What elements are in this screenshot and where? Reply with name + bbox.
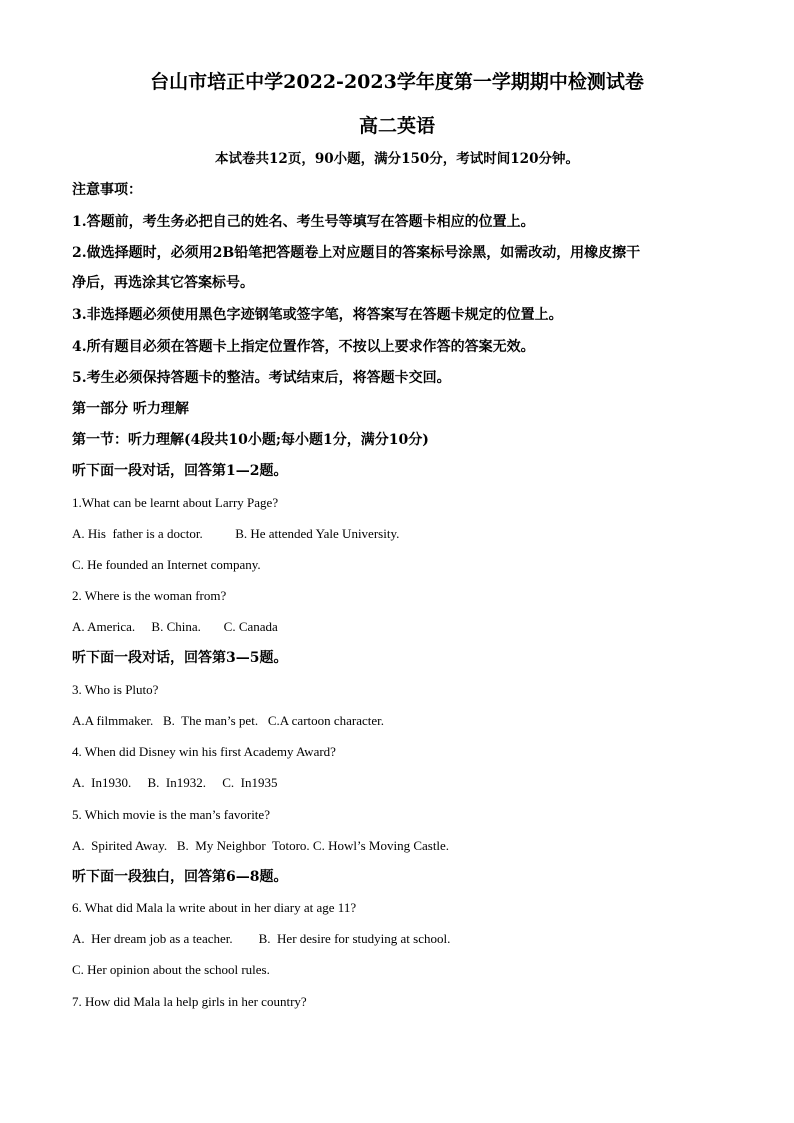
question-stem: 7. How did Mala la help girls in her country? <box>72 994 307 1009</box>
part-heading: 第一部分 听力理解 <box>72 401 189 417</box>
question-options: A.A filmmaker. B. The man’s pet. C.A cartoon character. <box>72 713 385 728</box>
exam-subject: 高二英语 <box>358 115 435 137</box>
question-options: C. He founded an Internet company. <box>72 557 261 572</box>
question-options: A. Spirited Away. B. My Neighbor Totoro. C. Howl’s Moving Castle. <box>72 838 450 853</box>
exam-title: 台山市培正中学2022-2023学年度第一学期期中检测试卷 <box>150 71 644 93</box>
question-stem: 3. Who is Pluto? <box>72 682 159 697</box>
question-options: A. Her dream job as a teacher. B. Her desire for studying at school. <box>72 931 451 946</box>
question-stem: 1.What can be learnt about Larry Page? <box>72 495 279 510</box>
note-item-4: 4.所有题目必须在答题卡上指定位置作答，不按以上要求作答的答案无效。 <box>72 339 535 355</box>
note-item-2-continued: 净后，再选涂其它答案标号。 <box>72 275 254 291</box>
question-options: A. America. B. China. C. Canada <box>72 619 278 634</box>
note-item-2: 2.做选择题时，必须用2B铅笔把答题卷上对应题目的答案标号涂黑，如需改动，用橡皮擦干 <box>72 245 641 261</box>
group-instruction: 听下面一段对话，回答第3—5题。 <box>72 650 288 666</box>
question-stem: 4. When did Disney win his first Academy Award? <box>72 744 336 759</box>
notes-heading: 注意事项： <box>72 182 142 198</box>
question-stem: 5. Which movie is the man’s favorite? <box>72 807 270 822</box>
group-instruction: 听下面一段对话，回答第1—2题。 <box>72 463 288 479</box>
exam-info: 本试卷共12页，90小题，满分150分，考试时间120分钟。 <box>215 151 579 167</box>
question-options: A. In1930. B. In1932. C. In1935 <box>72 775 278 790</box>
note-item-1: 1.答题前，考生务必把自己的姓名、考生号等填写在答题卡相应的位置上。 <box>72 214 535 230</box>
question-options: A. His father is a doctor. B. He attended Yale University. <box>72 526 400 541</box>
note-item-3: 3.非选择题必须使用黑色字迹钢笔或签字笔，将答案写在答题卡规定的位置上。 <box>72 307 563 323</box>
question-options: C. Her opinion about the school rules. <box>72 962 270 977</box>
question-stem: 2. Where is the woman from? <box>72 588 227 603</box>
group-instruction: 听下面一段独白，回答第6—8题。 <box>72 869 288 885</box>
note-item-5: 5.考生必须保持答题卡的整洁。考试结束后，将答题卡交回。 <box>72 370 451 386</box>
question-stem: 6. What did Mala la write about in her diary at age 11? <box>72 900 357 915</box>
section-heading: 第一节：听力理解(4段共10小题;每小题1分，满分10分) <box>72 432 429 448</box>
